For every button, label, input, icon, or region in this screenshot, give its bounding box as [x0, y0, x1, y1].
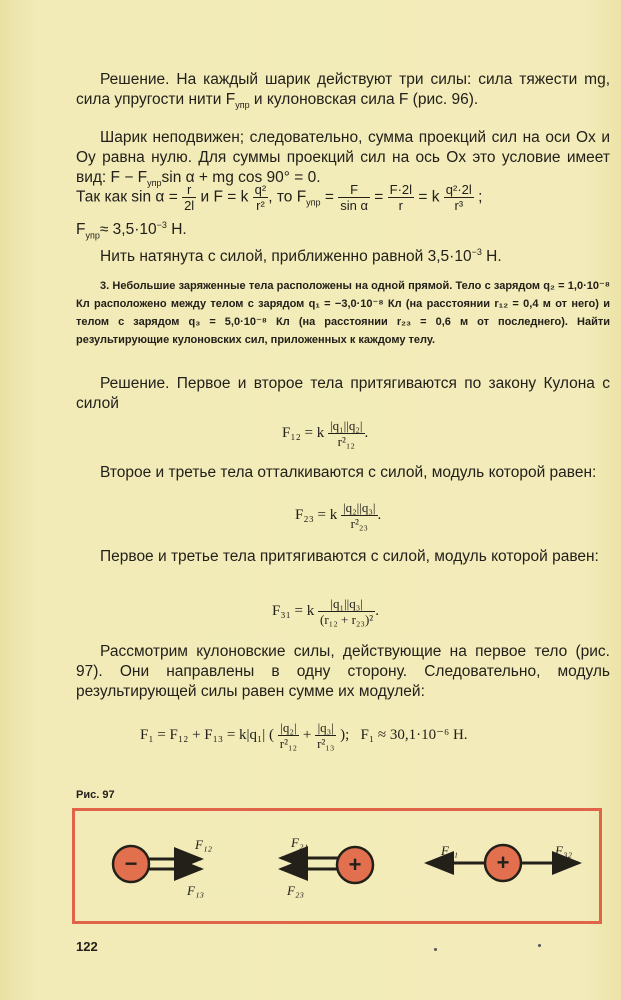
frac-q2-r2: $\frac{\text{q²}}{\text{r²}}$ — [254, 182, 267, 213]
f1-close: ); — [340, 726, 350, 743]
f1-plus: + — [302, 726, 312, 743]
paragraph-tension — [76, 242, 610, 267]
f1-result: F₁ ≈ 30,1·10⁻⁶ Н. — [360, 726, 468, 743]
f1-lhs: F₁ = F₁₂ + F₁₃ = k|q₁| ( — [140, 726, 275, 743]
figure-97-drawing — [75, 811, 599, 921]
f1-frac1 — [278, 720, 299, 751]
solution-s4: Рассмотрим кулоновские силы, действующие на первое тело (рис. 97). Они направлены в одну сторону. Следовательно, модуль результирующей силы равен сумме их модулей: — [76, 643, 610, 700]
f23-den: r²₂₃ — [350, 516, 368, 531]
frac-f2l-r: $\frac{F\cdot 2l}{r}$ — [389, 182, 413, 213]
label-f21: F₂₁ — [291, 835, 308, 850]
formula-f1 — [140, 720, 468, 751]
f31-num: |q₁||q₃| — [318, 596, 375, 612]
task-3: 3. Небольшие заряженные тела расположены на одной прямой. Тело с зарядом q₂ = 1,0·10⁻⁸ Кл расположено между телом с зарядом q₁ = −3,0·10⁻⁸ Кл (на расстоянии r₁₂ = 0,4 м от него) и телом с зарядом q₃ = 5,0·10⁻⁸ Кл (на расстоянии r₂₃ = 0,6 м от последнего). Найти результирующие кулоновских сил, приложенных к каждому телу. — [76, 280, 610, 346]
plus-sign-2: + — [348, 852, 362, 877]
f1-n2: |q₃| — [315, 720, 336, 736]
f31-den: (r₁₂ + r₂₃)² — [320, 612, 374, 627]
f23-num: |q₂||q₃| — [343, 500, 376, 515]
p4-exp: −3 — [156, 220, 167, 230]
p2-text: Шарик неподвижен; следовательно, сумма проекций сил на оси Ox и Oy равна нулю. Для суммы проекций сил на ось Ox это условие имеет вид: F − F — [76, 129, 610, 186]
label-f12: F₁₂ — [195, 837, 212, 852]
minus-sign: − — [124, 851, 138, 876]
result-line: $F_{упр}\approx 3,5\cdot 10^{-3}$ Н. — [76, 220, 187, 241]
p5-exp: −3 — [471, 247, 482, 257]
page-number: 122 — [76, 939, 98, 954]
p3-start: Так как sin α = — [76, 188, 178, 206]
p3-sub: упр — [306, 197, 321, 208]
p5-text: Нить натянута с силой, приближенно равной 3,5·10 — [100, 248, 472, 266]
p3-and: и F = k — [200, 188, 249, 206]
p5-unit: Н. — [481, 248, 502, 266]
speck — [434, 948, 437, 951]
solution-s3: Первое и третье тела притягиваются с силой, модуль которой равен: — [100, 548, 599, 565]
solution-s2: Второе и третье тела отталкиваются с силой, модуль которой равен: — [100, 464, 597, 481]
label-f23: F₂₃ — [287, 883, 304, 898]
f23-frac — [341, 500, 377, 531]
f12-lhs: F₁₂ = k — [282, 424, 325, 441]
frac-r-2l: $\frac{r}{2l}$ — [184, 182, 195, 213]
formula-f12: F₁₂ = k $\frac{\text{|q₁||q₂|}}{\text{r²₁₂}}$ . — [282, 418, 369, 449]
f23-lhs: F₂₃ = k — [295, 506, 338, 523]
p4-sub: упр — [85, 230, 100, 241]
p1-end: и кулоновская сила F (рис. 96). — [249, 91, 479, 108]
f12-num: |q₁||q₂| — [330, 418, 363, 433]
figure-97 — [72, 808, 602, 924]
f1-d2: r²₁₃ — [317, 736, 335, 751]
paragraph-forces — [76, 70, 610, 115]
p3-then: , то F — [268, 188, 307, 206]
label-f31: F₃₁ — [441, 843, 458, 858]
frac-q22l-r3: $\frac{\text{q²·2l}}{\text{r³}}$ — [445, 182, 472, 213]
plus-sign-3: + — [496, 850, 510, 875]
p2-end: sin α + mg cos 90° = 0. — [161, 169, 321, 186]
f12-frac — [328, 418, 364, 449]
formula-f23: F₂₃ = k $\frac{\text{|q₂||q₃|}}{\text{r²₂₃}}$ . — [295, 500, 382, 531]
speck — [538, 944, 541, 947]
p1-text: Решение. На каждый шарик действуют три силы: сила тяжести mg, сила упругости нити F — [76, 71, 610, 108]
p2-sub: упр — [147, 178, 162, 189]
p4-unit: Н. — [166, 221, 187, 239]
label-f32: F₃₂ — [555, 843, 572, 858]
label-f13: F₁₃ — [187, 883, 204, 898]
formula-sin-line: Так как sin α = $\frac{r}{2l}$ и F = k $\frac{\text{q²}}{\text{r²}}$ , то $F_{упр}$ = $\frac{F}{\text{sin α}}$ = $\frac{F\cdot 2l}{r}$ = k $\frac{\text{q²·2l}}{\text{r³}}$ ; — [76, 182, 483, 213]
f1-n1: |q₂| — [278, 720, 299, 736]
f1-frac2 — [315, 720, 336, 751]
solution-s1: Решение. Первое и второе тела притягиваются по закону Кулона с силой — [76, 375, 610, 412]
frac-f-sina: $\frac{F}{\text{sin α}}$ — [340, 182, 368, 213]
f31-lhs: F₃₁ = k — [272, 602, 315, 619]
figure-caption: Рис. 97 — [76, 789, 115, 801]
f31-frac — [318, 596, 375, 627]
f1-d1: r²₁₂ — [279, 736, 298, 751]
p4-result: ≈ 3,5·10 — [99, 221, 157, 239]
p1-sub: упр — [235, 100, 250, 111]
f12-den: r²₁₂ — [337, 434, 355, 449]
formula-f31: F₃₁ = k $\frac{\text{|q₁||q₃|}}{\text{(r₁₂ + r₂₃)²}}$ . — [272, 596, 379, 627]
